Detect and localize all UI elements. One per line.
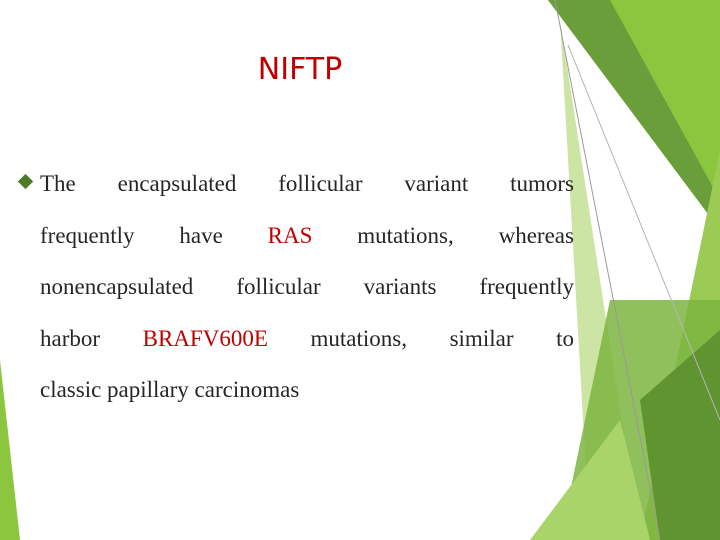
facet-left-bottom (0, 360, 20, 540)
highlighted-term-ras: RAS (267, 222, 313, 248)
word: frequently (40, 222, 135, 248)
highlighted-term-brafv600e: BRAFV600E (142, 325, 268, 351)
word: encapsulated (117, 171, 237, 196)
word: The (40, 171, 76, 196)
word: similar (449, 325, 514, 351)
word: mutations, (310, 325, 407, 351)
paragraph-line (40, 158, 574, 210)
word: follicular (236, 274, 321, 299)
word: have (179, 222, 223, 248)
paragraph-line (40, 210, 574, 262)
bullet-paragraph (40, 158, 574, 416)
paragraph-line (40, 364, 574, 416)
word: follicular (278, 171, 363, 196)
word: nonencapsulated (40, 274, 194, 299)
word: classic papillary carcinomas (40, 377, 300, 402)
paragraph-line (40, 313, 574, 365)
word: to (556, 325, 574, 351)
word: whereas (498, 222, 574, 248)
diamond-bullet-icon (17, 173, 34, 190)
paragraph-line (40, 261, 574, 313)
word: mutations, (357, 222, 454, 248)
slide-title: NIFTP (257, 52, 343, 87)
word: frequently (479, 274, 574, 299)
word: harbor (40, 325, 101, 351)
word: tumors (510, 171, 574, 196)
word: variants (363, 274, 437, 299)
word: variant (404, 171, 469, 196)
